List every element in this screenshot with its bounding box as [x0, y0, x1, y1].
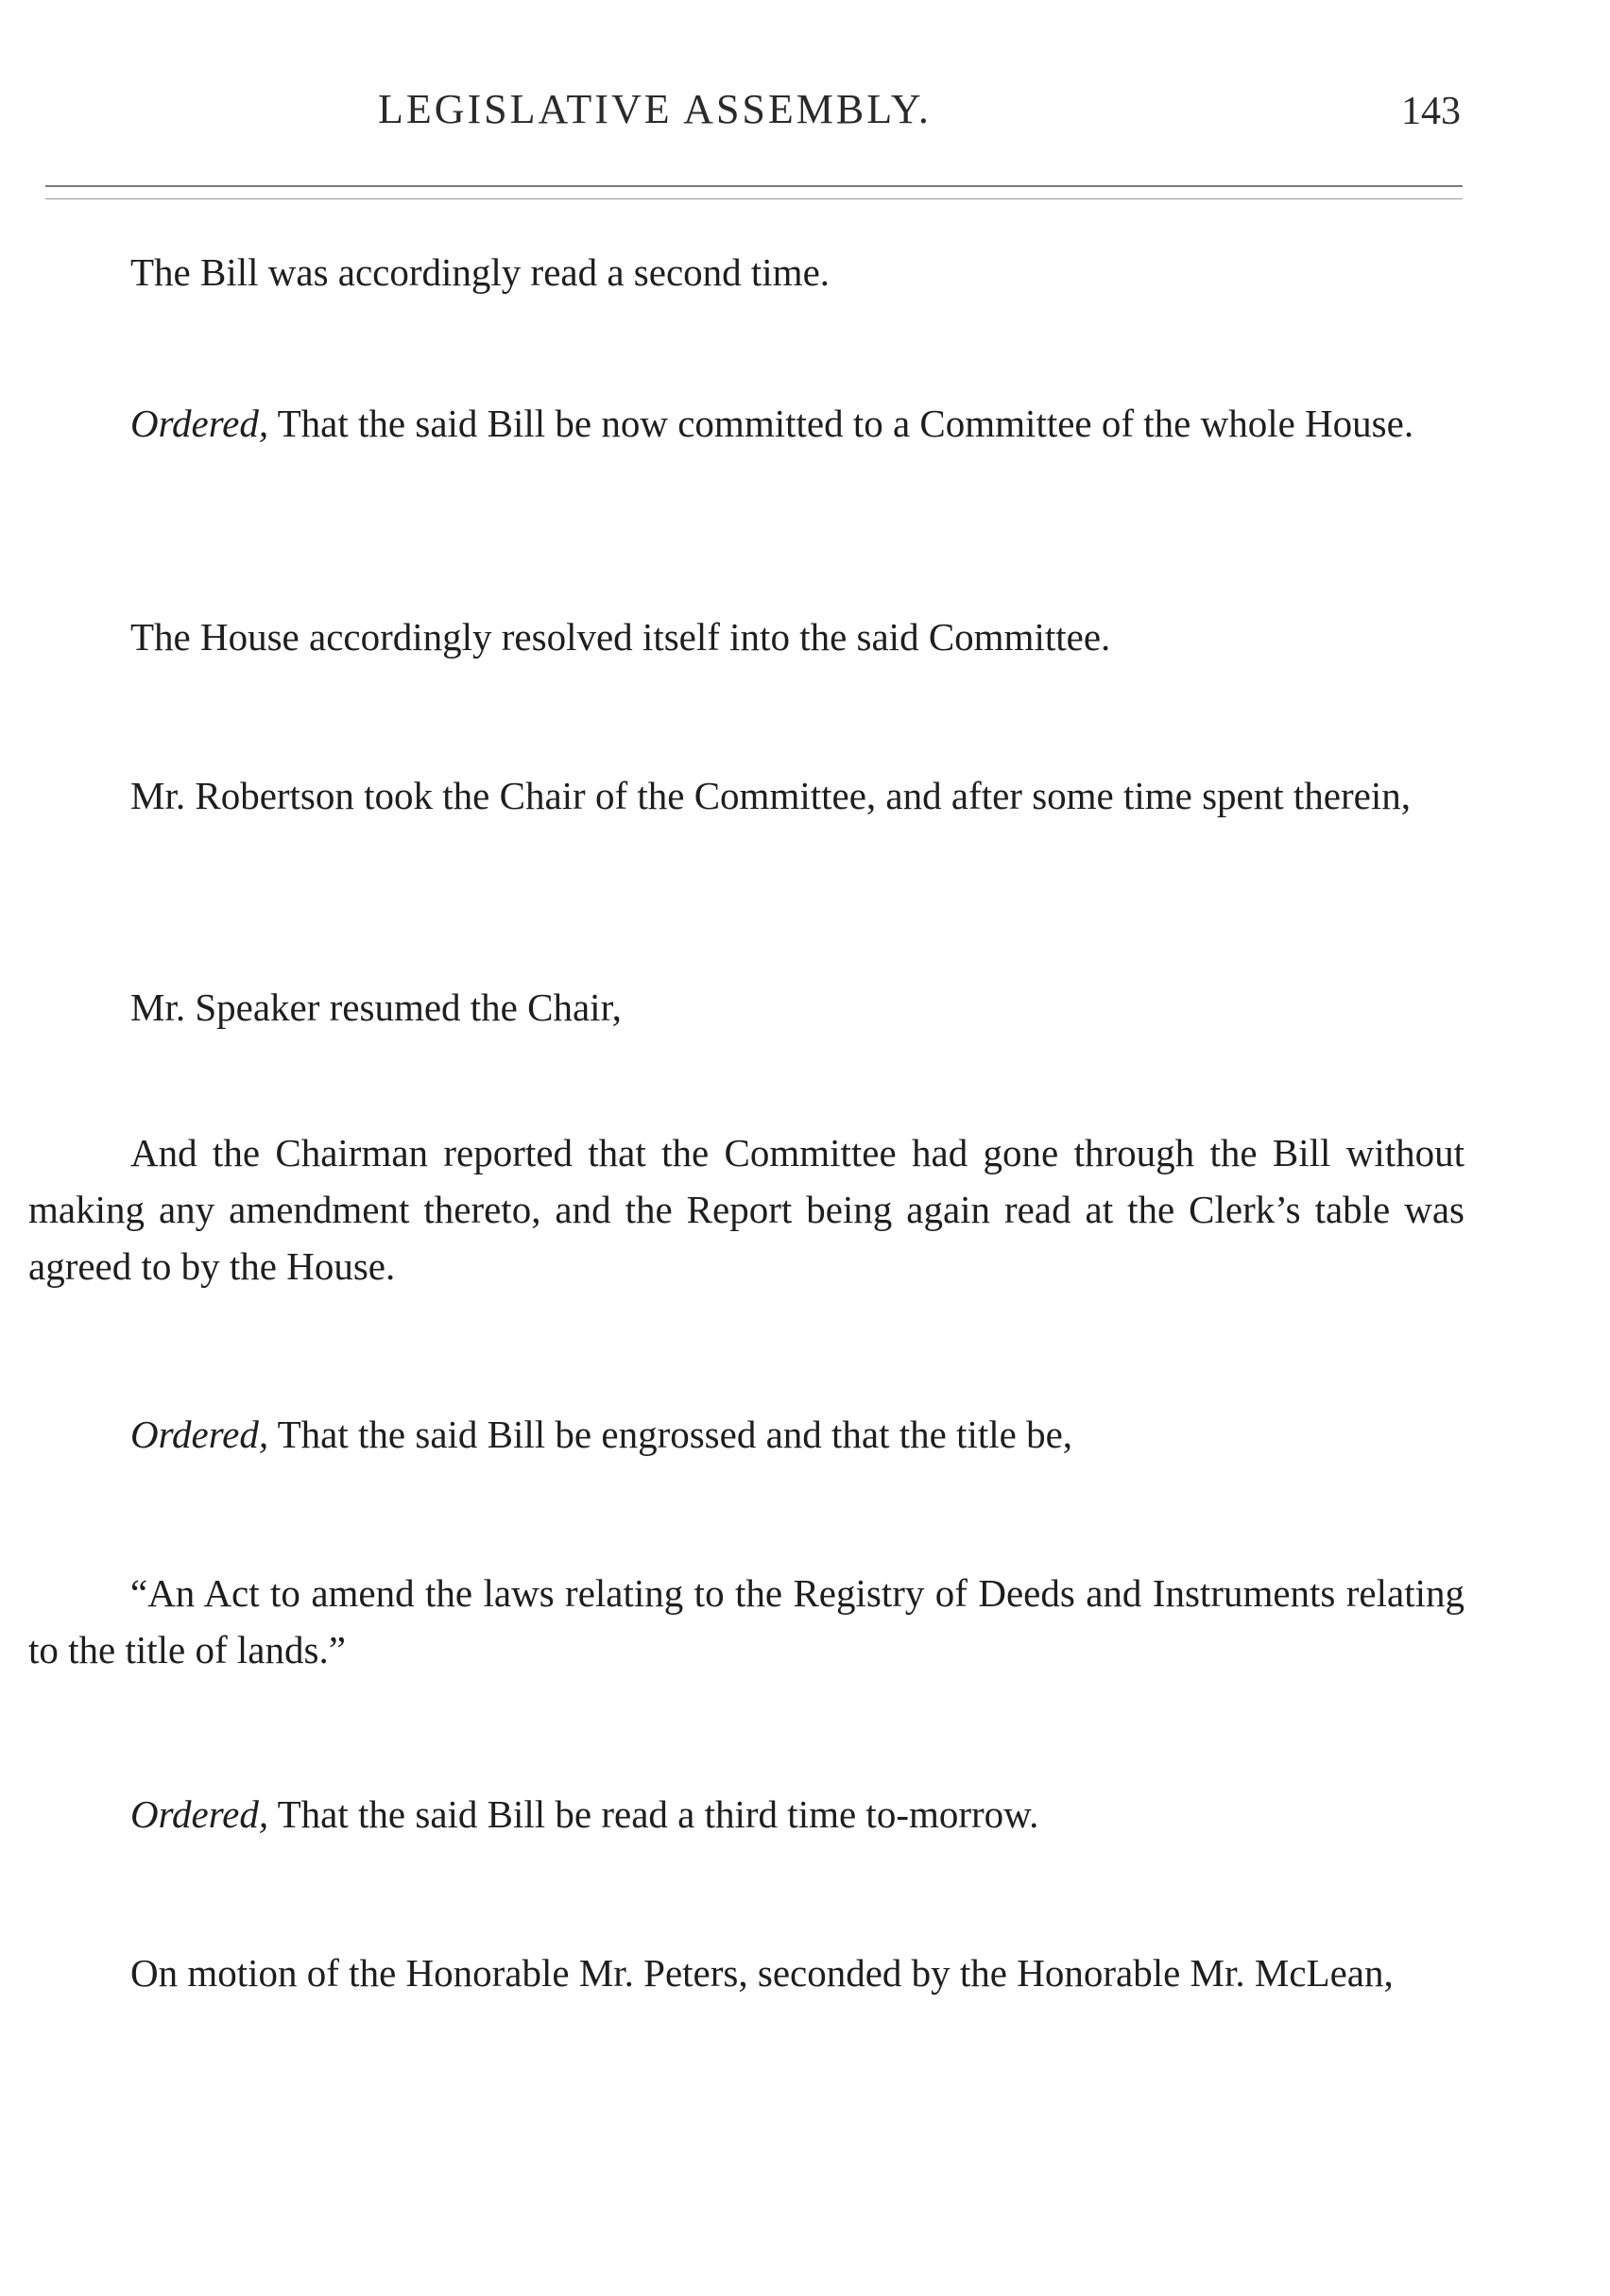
- paragraph-text: On motion of the Honorable Mr. Peters, seconded by the Honorable Mr. McLean,: [130, 1951, 1394, 1995]
- paragraph-text: “An Act to amend the laws relating to the Registry of Deeds and Instruments relating to the title of lands.”: [28, 1571, 1464, 1671]
- paragraph-motion-peters: [28, 1945, 1464, 2001]
- header-rule: [45, 185, 1463, 187]
- paragraph-ordered-third-reading: [28, 1786, 1464, 1842]
- paragraph-act-title: [28, 1565, 1464, 1678]
- paragraph-ordered-engrossed: [28, 1406, 1464, 1463]
- paragraph-robertson-chair: [28, 767, 1464, 824]
- paragraph-ordered-committed: [28, 395, 1464, 452]
- paragraph-text: Mr. Robertson took the Chair of the Committee, and after some time spent therein,: [130, 774, 1411, 817]
- running-header: [0, 85, 1610, 142]
- paragraph-text: That the said Bill be engrossed and that the title be,: [277, 1413, 1073, 1456]
- paragraph-text: That the said Bill be now committed to a Committee of the whole House.: [277, 402, 1414, 445]
- paragraph-second-reading: [28, 244, 1464, 300]
- paragraph-text: The Bill was accordingly read a second time.: [130, 250, 831, 294]
- ordered-lead: Ordered,: [130, 402, 269, 445]
- paragraph-text: Mr. Speaker resumed the Chair,: [130, 985, 622, 1029]
- page-number: 143: [1401, 90, 1461, 133]
- paragraph-speaker-resumed: [28, 979, 1464, 1036]
- running-title: LEGISLATIVE ASSEMBLY.: [378, 86, 932, 132]
- paragraph-text: And the Chairman reported that the Committee had gone through the Bill without making any amendment thereto, and the Report being again read at the Clerk’s table was agreed to by the House.: [28, 1131, 1464, 1288]
- header-rule-secondary: [45, 198, 1463, 199]
- paragraph-chairman-reported: [28, 1124, 1464, 1294]
- paragraph-text: The House accordingly resolved itself into the said Committee.: [130, 615, 1111, 659]
- paragraph-house-resolved: [28, 608, 1464, 665]
- paragraph-text: That the said Bill be read a third time to-morrow.: [277, 1792, 1039, 1836]
- ordered-lead: Ordered,: [130, 1792, 269, 1836]
- ordered-lead: Ordered,: [130, 1413, 269, 1456]
